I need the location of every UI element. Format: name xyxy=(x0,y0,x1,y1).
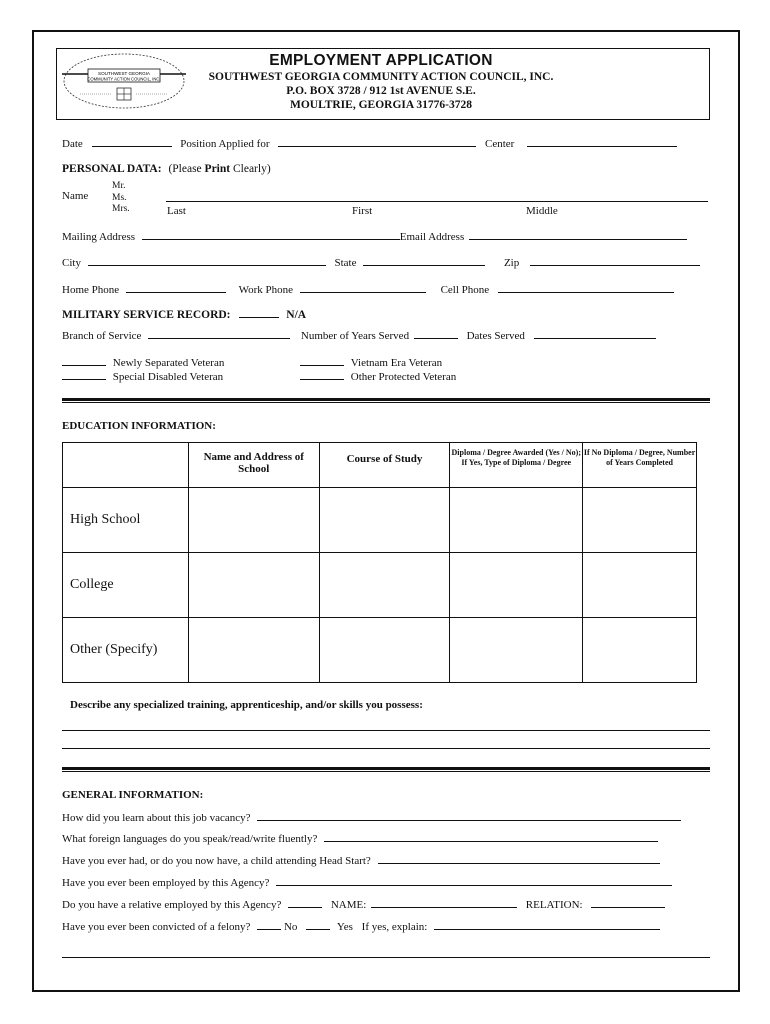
home-phone-field[interactable] xyxy=(126,283,226,293)
military-heading: MILITARY SERVICE RECORD: xyxy=(62,309,231,321)
zip-field[interactable] xyxy=(530,256,700,266)
table-header-blank xyxy=(63,443,189,488)
mailing-address-field[interactable] xyxy=(142,230,400,240)
table-cell[interactable] xyxy=(188,618,319,683)
address-line-1: P.O. BOX 3728 / 912 1st AVENUE S.E. xyxy=(286,85,476,97)
branch-label: Branch of Service xyxy=(62,330,142,342)
header xyxy=(188,52,574,112)
branch-field[interactable] xyxy=(148,329,290,339)
q5-relation-label: RELATION: xyxy=(525,899,583,911)
last-label: Last xyxy=(167,205,186,217)
work-phone-label: Work Phone xyxy=(238,284,294,296)
training-label: Describe any specialized training, apprenticeship, and/or skills you possess: xyxy=(70,699,423,711)
years-served-label: Number of Years Served xyxy=(300,330,410,342)
q1-label: How did you learn about this job vacancy? xyxy=(62,812,251,824)
row-label-college: College xyxy=(63,553,189,618)
q5-field[interactable] xyxy=(288,898,322,908)
phone-row xyxy=(62,283,674,297)
table-cell[interactable] xyxy=(583,488,697,553)
email-address-field[interactable] xyxy=(469,230,687,240)
city-field[interactable] xyxy=(88,256,326,266)
name-titles xyxy=(112,181,130,216)
section-divider-2 xyxy=(62,767,710,772)
other-protected-label: Other Protected Veteran xyxy=(350,371,457,383)
table-header-row xyxy=(63,443,697,488)
personal-data-heading: PERSONAL DATA: xyxy=(62,163,162,175)
branch-row xyxy=(62,329,656,343)
first-label: First xyxy=(352,205,373,217)
personal-note-pre: (Please xyxy=(168,163,205,175)
city-row xyxy=(62,256,700,270)
email-address-label: Email Address xyxy=(399,231,465,243)
q3-label: Have you ever had, or do you now have, a child attending Head Start? xyxy=(62,855,371,867)
title-mr[interactable]: Mr. xyxy=(112,181,126,191)
veteran-opt-2 xyxy=(62,370,223,384)
q2-label: What foreign languages do you speak/read/write fluently? xyxy=(62,833,318,845)
table-header-course: Course of Study xyxy=(319,443,450,488)
training-line-2[interactable] xyxy=(62,748,710,749)
q4-label: Have you ever been employed by this Agency? xyxy=(62,877,270,889)
dates-served-field[interactable] xyxy=(534,329,656,339)
home-phone-label: Home Phone xyxy=(62,284,120,296)
vietnam-era-label: Vietnam Era Veteran xyxy=(350,357,443,369)
row-label-high-school: High School xyxy=(63,488,189,553)
years-served-field[interactable] xyxy=(414,329,458,339)
veteran-opt-1 xyxy=(62,356,224,370)
agency-logo xyxy=(60,50,188,112)
military-na-field[interactable] xyxy=(239,308,279,318)
table-cell[interactable] xyxy=(450,488,583,553)
name-field[interactable] xyxy=(166,201,708,202)
military-na-label: N/A xyxy=(286,309,307,321)
q1-row xyxy=(62,811,681,825)
middle-label: Middle xyxy=(526,205,558,217)
q5-row xyxy=(62,898,665,912)
q6-row xyxy=(62,920,660,934)
mailing-address-label: Mailing Address xyxy=(62,231,136,243)
q5-relation-field[interactable] xyxy=(591,898,665,908)
personal-note-post: Clearly) xyxy=(230,163,271,175)
q1-field[interactable] xyxy=(257,811,681,821)
table-cell[interactable] xyxy=(319,618,450,683)
veteran-opt-4 xyxy=(300,370,456,384)
date-row xyxy=(62,137,677,151)
zip-label: Zip xyxy=(503,257,520,269)
table-cell[interactable] xyxy=(188,553,319,618)
general-heading: GENERAL INFORMATION: xyxy=(62,789,204,801)
table-row xyxy=(63,618,697,683)
special-disabled-field[interactable] xyxy=(62,370,106,380)
table-row xyxy=(63,488,697,553)
state-label: State xyxy=(334,257,357,269)
dates-served-label: Dates Served xyxy=(466,330,525,342)
table-header-diploma: Diploma / Degree Awarded (Yes / No); If Yes, Type of Diploma / Degree xyxy=(450,443,583,488)
table-cell[interactable] xyxy=(319,488,450,553)
table-cell[interactable] xyxy=(188,488,319,553)
table-cell[interactable] xyxy=(319,553,450,618)
title-ms[interactable]: Ms. xyxy=(112,192,127,203)
q4-field[interactable] xyxy=(276,876,672,886)
vietnam-era-field[interactable] xyxy=(300,356,344,366)
date-field[interactable] xyxy=(92,137,172,147)
q6-explain-label: If yes, explain: xyxy=(361,921,428,933)
military-heading-row xyxy=(62,308,306,322)
newly-separated-field[interactable] xyxy=(62,356,106,366)
logo-text-2: COMMUNITY ACTION COUNCIL, INC. xyxy=(87,76,161,82)
veteran-opt-3 xyxy=(300,356,442,370)
name-label: Name xyxy=(62,190,89,202)
personal-note-bold: Print xyxy=(204,163,231,175)
cell-phone-label: Cell Phone xyxy=(440,284,490,296)
q2-field[interactable] xyxy=(324,832,658,842)
training-line-1[interactable] xyxy=(62,730,710,731)
q6-explain-field[interactable] xyxy=(434,920,660,930)
title-mrs[interactable]: Mrs. xyxy=(112,204,130,214)
table-cell[interactable] xyxy=(450,553,583,618)
q6-no-field[interactable] xyxy=(257,920,281,930)
q6-no-label: No xyxy=(283,921,298,933)
position-field[interactable] xyxy=(278,137,476,147)
row-label-other: Other (Specify) xyxy=(63,618,189,683)
table-header-years: If No Diploma / Degree, Number of Years Completed xyxy=(583,443,697,488)
table-header-school: Name and Address of School xyxy=(188,443,319,488)
state-field[interactable] xyxy=(363,256,485,266)
q6-yes-field[interactable] xyxy=(306,920,330,930)
q5-name-field[interactable] xyxy=(371,898,517,908)
explain-line[interactable] xyxy=(62,957,710,958)
org-name: SOUTHWEST GEORGIA COMMUNITY ACTION COUNCIL, INC. xyxy=(208,71,554,83)
other-protected-field[interactable] xyxy=(300,370,344,380)
q4-row xyxy=(62,876,672,890)
center-label: Center xyxy=(485,138,515,150)
position-label: Position Applied for xyxy=(180,138,270,150)
table-cell[interactable] xyxy=(450,618,583,683)
personal-heading-row xyxy=(62,163,271,176)
table-row xyxy=(63,553,697,618)
q6-label: Have you ever been convicted of a felony? xyxy=(62,921,251,933)
special-disabled-label: Special Disabled Veteran xyxy=(112,371,224,383)
education-heading: EDUCATION INFORMATION: xyxy=(62,420,216,432)
form-title: EMPLOYMENT APPLICATION xyxy=(269,52,493,69)
q3-field[interactable] xyxy=(378,854,660,864)
q6-yes-label: Yes xyxy=(336,921,353,933)
q2-row xyxy=(62,832,658,846)
address-line-2: MOULTRIE, GEORGIA 31776-3728 xyxy=(289,99,472,111)
work-phone-field[interactable] xyxy=(300,283,426,293)
mailing-row xyxy=(62,230,687,244)
q5-label: Do you have a relative employed by this Agency? xyxy=(62,899,282,911)
newly-separated-label: Newly Separated Veteran xyxy=(112,357,225,369)
q5-name-label: NAME: xyxy=(330,899,367,911)
table-cell[interactable] xyxy=(583,618,697,683)
table-cell[interactable] xyxy=(583,553,697,618)
center-field[interactable] xyxy=(527,137,677,147)
section-divider-1 xyxy=(62,398,710,403)
q3-row xyxy=(62,854,660,868)
city-label: City xyxy=(62,257,81,269)
cell-phone-field[interactable] xyxy=(498,283,674,293)
education-table xyxy=(62,442,697,683)
logo-text-1: SOUTHWEST GEORGIA xyxy=(98,71,150,76)
date-label: Date xyxy=(62,138,83,150)
